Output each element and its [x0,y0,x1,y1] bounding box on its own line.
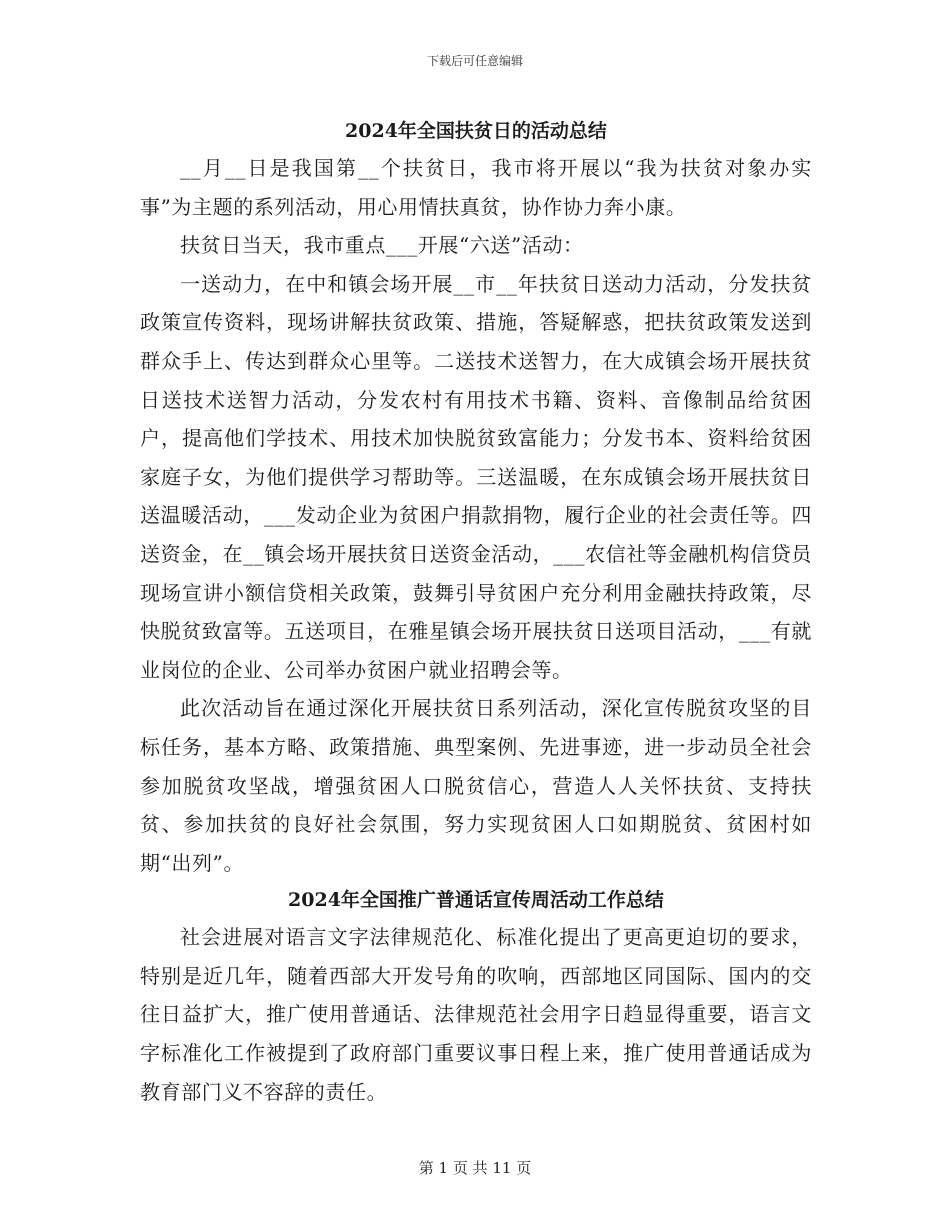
paragraph-2: 扶贫日当天，我市重点___开展“六送”活动： [180,233,584,258]
paragraph-1: __月__日是我国第__个扶贫日，我市将开展以“我为扶贫对象办实事”为主题的系列活动，用心用情扶真贫，协作协力奔小康。 [140,156,812,219]
document-title-2: 2024年全国推广普通话宣传周活动工作总结 [288,889,664,912]
document-body [140,113,812,1111]
paragraph-5: 社会进展对语言文字法律规范化、标准化提出了更高更迫切的要求，特别是近几年，随着西部大开发号角的吹响，西部地区同国际、国内的交往日益扩大，推广使用普通话、法律规范社会用字日趋显得重要，语言文字标准化工作被提到了政府部门重要议事日程上来，推广使用普通话成为教育部门义不容辞的责任。 [140,925,812,1104]
page-header-note: 下载后可任意编辑 [426,54,523,68]
page-number: 第 1 页 共 11 页 [418,1159,532,1177]
paragraph-3: 一送动力，在中和镇会场开展__市__年扶贫日送动力活动，分发扶贫政策宣传资料，现场讲解扶贫政策、措施，答疑解惑，把扶贫政策发送到群众手上、传达到群众心里等。二送技术送智力，在大成镇会场开展扶贫日送技术送智力活动，分发农村有用技术书籍、资料、音像制品给贫困户，提高他们学技术、用技术加快脱贫致富能力；分发书本、资料给贫困家庭子女，为他们提供学习帮助等。三送温暖，在东成镇会场开展扶贫日送温暖活动，___发动企业为贫困户捐款捐物，履行企业的社会责任等。四送资金，在__镇会场开展扶贫日送资金活动，___农信社等金融机构信贷员现场宣讲小额信贷相关政策，鼓舞引导贫困户充分利用金融扶持政策，尽快脱贫致富等。五送项目，在雅星镇会场开展扶贫日送项目活动，___有就业岗位的企业、公司举办贫困户就业招聘会等。 [140,271,812,682]
document-title-1: 2024年全国扶贫日的活动总结 [345,120,607,142]
paragraph-4: 此次活动旨在通过深化开展扶贫日系列活动，深化宣传脱贫攻坚的目标任务，基本方略、政策措施、典型案例、先进事迹，进一步动员全社会参加脱贫攻坚战，增强贫困人口脱贫信心，营造人人关怀扶贫、支持扶贫、参加扶贫的良好社会氛围，努力实现贫困人口如期脱贫、贫困村如期“出列”。 [140,696,812,875]
